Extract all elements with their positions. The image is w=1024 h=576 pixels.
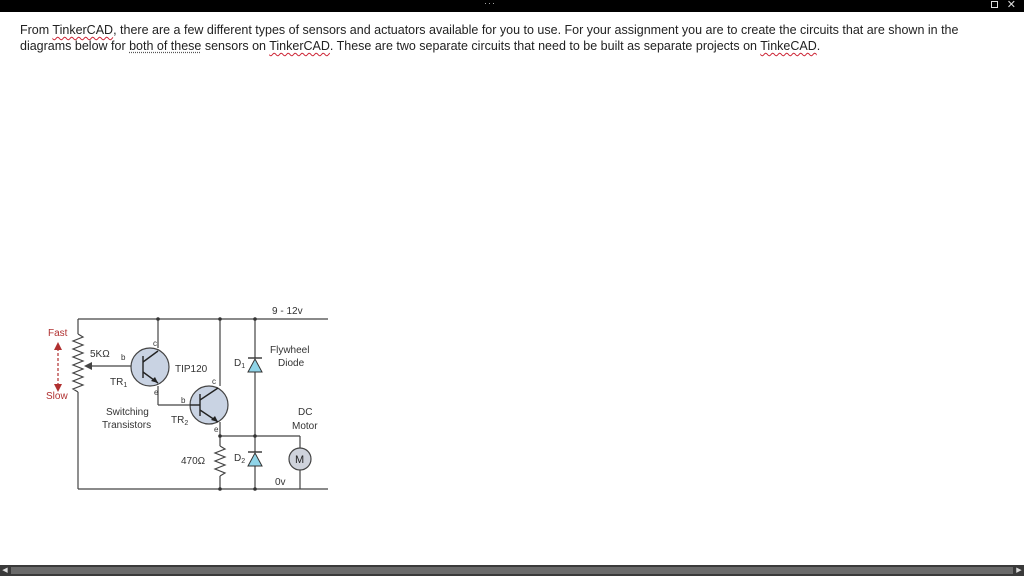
switching-label-1: Switching (106, 407, 149, 418)
spellcheck-word[interactable]: TinkerCAD (52, 23, 114, 37)
motor-speed-circuit-diagram (40, 298, 340, 498)
switching-label-2: Transistors (102, 420, 152, 431)
fast-label: Fast (48, 328, 68, 339)
slow-label: Slow (46, 391, 68, 402)
instruction-text: From (20, 23, 53, 37)
restore-icon[interactable] (991, 1, 998, 8)
ground-label: 0v (275, 477, 286, 488)
supply-voltage-label: 9 - 12v (272, 306, 303, 317)
flywheel-label-2: Diode (278, 358, 305, 369)
tr1-base-label: b (121, 353, 126, 362)
motor-symbol-label: M (295, 454, 305, 466)
window-titlebar (0, 0, 1024, 12)
instruction-text: . (816, 39, 821, 53)
tr1-emitter-label: e (154, 388, 159, 397)
scrollbar-thumb[interactable] (11, 567, 1013, 574)
d2-label: $D_2$ (234, 453, 246, 465)
tr2-emitter-label: e (214, 425, 219, 434)
resistor-470-label: 470Ω (181, 456, 206, 467)
grammar-check-phrase[interactable]: both of these (129, 39, 202, 53)
spellcheck-word[interactable]: TinkerCAD (269, 39, 330, 53)
scroll-right-icon[interactable]: ▶ (1016, 567, 1022, 574)
tip120-label: TIP120 (175, 364, 208, 375)
close-icon[interactable]: ✕ (1006, 0, 1016, 11)
horizontal-scrollbar[interactable] (0, 565, 1024, 576)
scroll-left-icon[interactable]: ◀ (2, 567, 8, 574)
circuit-svg (40, 298, 340, 498)
tr2-base-label: b (181, 396, 186, 405)
instruction-text: . These are two separate circuits that need to be built as separate projects on (329, 39, 761, 53)
pot-label: 5KΩ (90, 349, 110, 360)
tr1-collector-label: c (153, 339, 157, 348)
tr1-label: $TR_1$ (110, 377, 128, 389)
d1-label: $D_1$ (234, 358, 246, 370)
tr2-label: $TR_2$ (171, 415, 189, 427)
flywheel-label-1: Flywheel (270, 345, 310, 356)
assignment-instructions (20, 22, 990, 54)
instruction-text: sensors on (201, 39, 270, 53)
dc-motor-label-2: Motor (292, 421, 318, 432)
tr2-collector-label: c (212, 377, 216, 386)
instruction-text: , there are a few different types of sensors and actuators available for you to use. For your assignment you are to create the circuits that are shown in the diagrams below for (20, 23, 959, 53)
more-icon[interactable]: ··· (484, 0, 496, 8)
dc-motor-label-1: DC (298, 407, 313, 418)
spellcheck-word[interactable]: TinkeCAD (760, 39, 817, 53)
